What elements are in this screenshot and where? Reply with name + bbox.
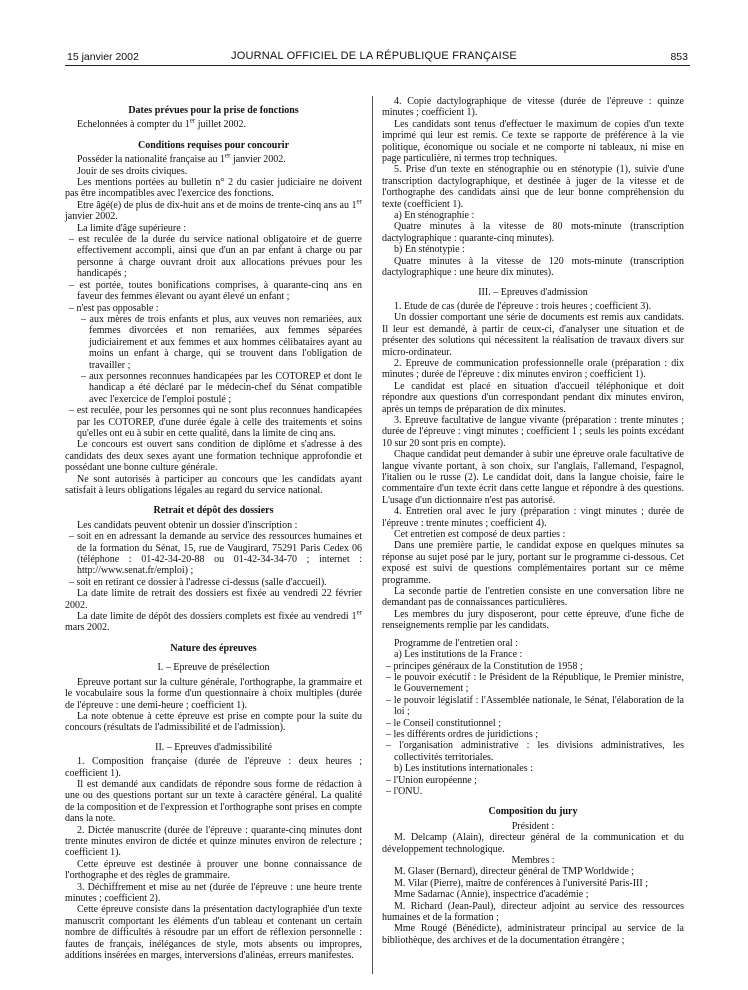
section-heading: Nature des épreuves	[170, 642, 257, 654]
page-header	[0, 0, 748, 66]
header-date: 15 janvier 2002	[67, 51, 139, 63]
paragraph: Cette épreuve est destinée à prouver une bonne connaissance de l'orthographe et des règles de grammaire.	[65, 858, 362, 882]
paragraph: La note obtenue à cette épreuve est prise en compte pour la suite du concours (résultats de l'admissibilité et de l'admission).	[65, 710, 362, 734]
paragraph: Un dossier comportant une série de documents est remis aux candidats. Il leur est demandé, à partir de ceux-ci, d'analyser une situation et de présenter des solutions qui nécessitent la réalisation de travaux divers sur micro-ordinateur.	[382, 312, 684, 358]
paragraph: 1. Etude de cas (durée de l'épreuve : trois heures ; coefficient 3).	[394, 300, 652, 312]
list-item: – l'organisation administrative : les divisions administratives, les collectivités territoriales.	[386, 740, 684, 763]
column-divider	[372, 96, 373, 974]
list-item: – soit en en adressant la demande au service des ressources humaines et de la formation du Sénat, 15, rue de Vaugirard, 75291 Paris Cedex 06 (téléphone : 01-42-34-20-88 ou 01-42-34-34-70 ; internet : http://www.senat.fr/emploi) ;	[69, 531, 362, 577]
paragraph: Programme de l'entretien oral :	[394, 637, 518, 649]
paragraph: 4. Entretien oral avec le jury (préparation : vingt minutes ; durée de l'épreuve : trente minutes ; coefficient 4).	[382, 506, 684, 529]
list-item: – est reculée, pour les personnes qui ne sont plus reconnues handicapées par les COTOREP, d'une durée égale à celle des traitements et soins qu'elles ont eu à subir en cette qualité, dans la limite de cinq ans.	[69, 405, 362, 439]
list-item: – le pouvoir exécutif : le Président de la République, le Premier ministre, le Gouvernement ;	[386, 671, 684, 695]
paragraph: Les mentions portées au bulletin n° 2 du casier judiciaire ne doivent pas être incompatibles avec l'exercice des fonctions.	[65, 177, 362, 200]
subsection-heading: III. – Epreuves d'admission	[478, 286, 588, 298]
paragraph: La seconde partie de l'entretien consiste en une conversation libre ne demandant pas de connaissances particulières.	[382, 586, 684, 609]
subsection-heading: II. – Epreuves d'admissibilité	[155, 741, 272, 753]
paragraph: La date limite de retrait des dossiers est fixée au vendredi 22 février 2002.	[65, 588, 362, 611]
right-column	[382, 96, 684, 946]
paragraph: 4. Copie dactylographique de vitesse (durée de l'épreuve : quinze minutes ; coefficient 1).	[382, 96, 684, 119]
list-item: – soit en retirant ce dossier à l'adresse ci-dessus (salle d'accueil).	[69, 576, 327, 588]
paragraph: Cet entretien est composé de deux parties :	[394, 529, 566, 541]
paragraph: Ne sont autorisés à participer au concours que les candidats ayant satisfait à leurs obligations légales au regard du service national.	[65, 473, 362, 496]
paragraph: La limite d'âge supérieure :	[77, 222, 186, 234]
paragraph: La date limite de dépôt des dossiers complets est fixée au vendredi 1er mars 2002.	[65, 608, 362, 634]
paragraph: Dans une première partie, le candidat expose en quelques minutes sa réponse au sujet posé par le jury, portant sur le programme ci-dessous. Cet exposé est suivi de questions complémentaires portant sur ce même programme.	[382, 540, 684, 586]
paragraph: Quatre minutes à la vitesse de 80 mots-minute (transcription dactylographique : quarante-cinq minutes).	[382, 221, 684, 244]
paragraph: 2. Dictée manuscrite (durée de l'épreuve : quarante-cinq minutes dont trente minutes environ de dictée et quinze minutes environ de relecture ; coefficient 1).	[65, 824, 362, 859]
section-heading: Composition du jury	[488, 806, 578, 818]
paragraph: M. Vilar (Pierre), maître de conférences à l'université Paris-III ;	[394, 877, 648, 889]
paragraph: Jouir de ses droits civiques.	[77, 165, 188, 177]
paragraph: M. Richard (Jean-Paul), directeur adjoint au service des ressources humaines et de la formation ;	[382, 900, 684, 924]
centered-label: Président :	[511, 820, 555, 832]
paragraph: Les membres du jury disposeront, pour cette épreuve, d'une fiche de renseignements remplie par les candidats.	[382, 608, 684, 632]
paragraph: 2. Epreuve de communication professionnelle orale (préparation : dix minutes ; durée de l'épreuve : dix minutes environ ; coefficient 1).	[382, 357, 684, 381]
paragraph: a) Les institutions de la France :	[394, 649, 523, 661]
list-item: – les différents ordres de juridictions ;	[386, 728, 539, 740]
paragraph: Les candidats sont tenus d'effectuer le maximum de copies d'un texte imprimé qui leur est remis. Ce texte se rapporte de préférence à la vie politique, économique ou sociale et ne comporte ni tableaux, ni mise en page particulière, ni termes trop techniques.	[382, 118, 684, 165]
paragraph: Mme Rougé (Bénédicte), administrateur principal au service de la bibliothèque, des archives et de la documentation étrangère ;	[382, 923, 684, 946]
left-column	[65, 96, 362, 961]
header-rule	[65, 65, 690, 66]
paragraph: Echelonnées à compter du 1er juillet 2002.	[77, 117, 247, 131]
paragraph: a) En sténographie :	[394, 210, 475, 222]
paragraph: M. Glaser (Bernard), directeur général de TMP Worldwide ;	[394, 866, 635, 878]
subsection-heading: I. – Epreuve de présélection	[157, 662, 270, 674]
paragraph: Posséder la nationalité française au 1er janvier 2002.	[77, 151, 286, 166]
sub-list-item: – aux mères de trois enfants et plus, aux veuves non remariées, aux femmes divorcées et non remariées, aux femmes séparées judiciairement et aux femmes et aux hommes célibataires ayant au moins un enfant à charge, qui se trouvent dans l'obligation de travailler ;	[81, 313, 362, 371]
paragraph: Les candidats peuvent obtenir un dossier d'inscription :	[77, 519, 298, 531]
list-item: – l'Union européenne ;	[386, 774, 477, 786]
paragraph: Epreuve portant sur la culture générale, l'orthographe, la grammaire et le vocabulaire sous la forme d'un questionnaire à choix multiples (durée de l'épreuve : une demi-heure ; coefficient 1).	[65, 676, 362, 711]
paragraph: b) Les institutions internationales :	[394, 763, 533, 775]
list-item: – le Conseil constitutionnel ;	[386, 717, 501, 729]
paragraph: Le concours est ouvert sans condition de diplôme et s'adresse à des candidats des deux sexes ayant une formation technique approfondie et possédant une bonne culture générale.	[65, 439, 362, 474]
paragraph: b) En sténotypie :	[394, 244, 465, 256]
paragraph: Le candidat est placé en situation d'accueil téléphonique et doit répondre aux questions d'un correspondant pendant dix minutes environ, après un temps de préparation de dix minutes.	[382, 380, 684, 415]
centered-label: Membres :	[511, 855, 555, 866]
sub-list-item: – aux personnes reconnues handicapées par les COTOREP et dont le handicap a été déclaré par le médecin-chef du Sénat compatible avec l'exercice de l'emploi postulé ;	[81, 370, 362, 405]
section-heading: Dates prévues pour la prise de fonctions	[128, 105, 299, 116]
list-item: – n'est pas opposable :	[69, 302, 159, 314]
list-item: – est reculée de la durée du service national obligatoire et de guerre effectivement accompli, ainsi que d'un an par enfant à charge ou par personne à charge ouvrant droit aux allocations prévues pour les handicapés ;	[69, 234, 362, 280]
paragraph: Cette épreuve consiste dans la présentation dactylographiée d'un texte manuscrit comportant les éléments d'un tableau et contenant un certain nombre de difficultés à résoudre par un effort de réflexion personnelle : fautes de français, inélégances de style, mots absents ou impropres, additions insérées en marges, interversions d'alinéas, erreurs manifestes.	[65, 904, 362, 962]
paragraph: 3. Déchiffrement et mise au net (durée de l'épreuve : une heure trente minutes ; coefficient 2).	[65, 881, 362, 904]
paragraph: 1. Composition française (durée de l'épreuve : deux heures ; coefficient 1).	[65, 756, 362, 779]
list-item: – l'ONU.	[386, 785, 423, 797]
paragraph: Mme Sadarnac (Annie), inspectrice d'académie ;	[394, 889, 589, 901]
section-heading: Conditions requises pour concourir	[137, 139, 290, 151]
section-heading: Retrait et dépôt des dossiers	[153, 505, 274, 517]
paragraph: 5. Prise d'un texte en sténographie ou en sténotypie (1), suivie d'une transcription dactylographique, et destinée à juger de la vitesse et de l'orthographe des candidats ainsi que de leur bonne compréhension du texte (coefficient 1).	[382, 164, 684, 210]
header-title: JOURNAL OFFICIEL DE LA RÉPUBLIQUE FRANÇAISE	[231, 50, 517, 62]
page-number: 853	[670, 51, 688, 63]
paragraph: Il est demandé aux candidats de répondre sous forme de rédaction à une ou des questions portant sur un texte à caractère général. La qualité de la composition et de l'expression et l'orthographe sont prises en compte dans la note.	[65, 778, 362, 825]
list-item: – le pouvoir législatif : l'Assemblée nationale, le Sénat, l'élaboration de la loi ;	[386, 694, 684, 718]
paragraph: Chaque candidat peut demander à subir une épreuve orale facultative de langue vivante portant, à son choix, sur l'anglais, l'allemand, l'espagnol, l'italien ou le russe (2). Le candidat doit, dans la langue choisie, faire le commentaire d'un texte écrit dans cette langue et répondre à des questions. L'usage d'un dictionnaire n'est pas autorisé.	[382, 449, 684, 506]
paragraph: 3. Epreuve facultative de langue vivante (préparation : trente minutes ; durée de l'épreuve : vingt minutes ; coefficient 1 ; seuls les points excédant 10 sur 20 sont pris en compte).	[382, 414, 684, 449]
list-item: – est portée, toutes bonifications comprises, à quarante-cinq ans en faveur des femmes élevant ou ayant élevé un enfant ;	[69, 279, 362, 303]
list-item: – principes généraux de la Constitution de 1958 ;	[386, 660, 583, 672]
paragraph: Quatre minutes à la vitesse de 120 mots-minute (transcription dactylographique : une heure dix minutes).	[382, 255, 684, 279]
paragraph: Etre âgé(e) de plus de dix-huit ans et de moins de trente-cinq ans au 1er janvier 2002.	[65, 197, 362, 223]
paragraph: M. Delcamp (Alain), directeur général de la communication et du développement technologique.	[382, 832, 684, 855]
